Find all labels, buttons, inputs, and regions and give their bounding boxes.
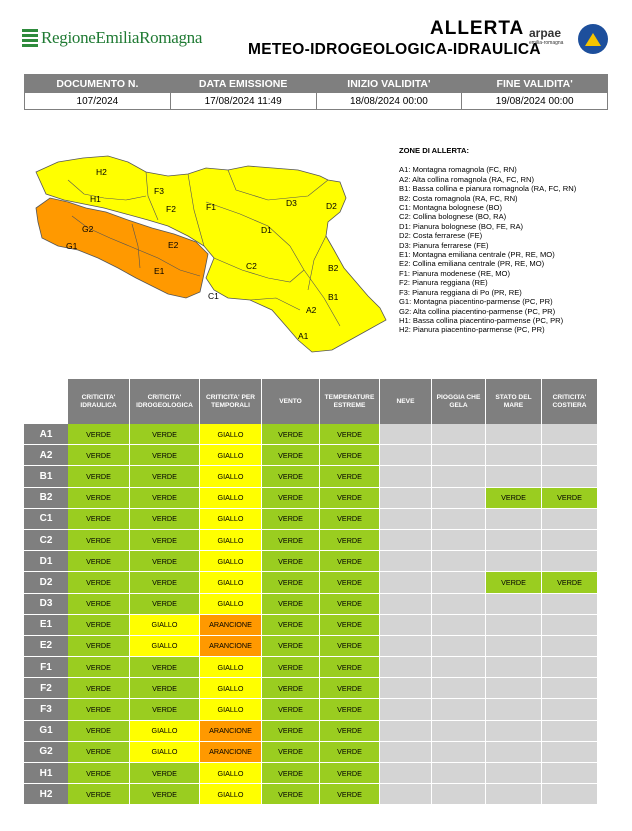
zone-label: C2	[24, 530, 68, 551]
alert-cell: GIALLO	[200, 509, 262, 530]
alert-cell: GIALLO	[200, 572, 262, 593]
alert-table-body	[24, 424, 598, 805]
column-header: TEMPERATURE ESTREME	[320, 379, 380, 424]
legend-item: D1: Pianura bolognese (BO, FE, RA)	[399, 221, 524, 231]
alert-cell: VERDE	[130, 699, 200, 720]
column-header: CRITICITA' IDRAULICA	[68, 379, 130, 424]
alert-cell	[380, 594, 432, 615]
zone-label: D3	[24, 594, 68, 615]
alert-cell: GIALLO	[200, 678, 262, 699]
table-row	[24, 551, 598, 572]
alert-cell: VERDE	[320, 678, 380, 699]
alert-cell: VERDE	[262, 530, 320, 551]
table-row	[24, 657, 598, 678]
zones-legend	[399, 146, 576, 335]
zone-label: D2	[24, 572, 68, 593]
alert-cell	[380, 657, 432, 678]
alert-cell	[380, 721, 432, 742]
alert-cell: GIALLO	[200, 488, 262, 509]
table-row	[24, 742, 598, 763]
alert-cell: VERDE	[262, 657, 320, 678]
alert-cell	[486, 466, 542, 487]
alert-cell: VERDE	[68, 763, 130, 784]
alert-cell	[432, 721, 486, 742]
table-row	[24, 784, 598, 805]
legend-item: C1: Montagna bolognese (BO)	[399, 203, 502, 213]
alert-cell: VERDE	[262, 763, 320, 784]
alert-cell	[432, 445, 486, 466]
legend-title: ZONE DI ALLERTA:	[399, 146, 470, 155]
table-row	[24, 530, 598, 551]
alert-cell: VERDE	[320, 572, 380, 593]
alert-cell: VERDE	[320, 424, 380, 445]
map-label-e2: E2	[168, 240, 179, 250]
map-label-d3: D3	[286, 198, 297, 208]
alert-cell: VERDE	[262, 784, 320, 805]
info-value-row	[25, 93, 608, 110]
alert-cell: VERDE	[68, 466, 130, 487]
alert-cell	[542, 615, 598, 636]
alert-cell	[380, 424, 432, 445]
alert-cell	[542, 721, 598, 742]
alert-cell: VERDE	[262, 594, 320, 615]
valid-to: 19/08/2024 00:00	[462, 93, 608, 110]
legend-item: A2: Alta collina romagnola (RA, FC, RN)	[399, 174, 535, 184]
column-header: CRITICITA' PER TEMPORALI	[200, 379, 262, 424]
alert-cell: VERDE	[486, 488, 542, 509]
alert-zones-map	[28, 150, 390, 360]
alert-cell: ARANCIONE	[200, 742, 262, 763]
alert-cell	[542, 763, 598, 784]
table-row	[24, 763, 598, 784]
alert-cell	[380, 636, 432, 657]
legend-item: G1: Montagna piacentino-parmense (PC, PR)	[399, 297, 553, 307]
alert-cell	[542, 784, 598, 805]
map-label-a1: A1	[298, 331, 309, 341]
alert-cell: VERDE	[130, 784, 200, 805]
alert-cell	[432, 784, 486, 805]
alert-cell: VERDE	[320, 763, 380, 784]
alert-cell: VERDE	[262, 742, 320, 763]
alert-cell	[432, 763, 486, 784]
alert-cell: VERDE	[320, 699, 380, 720]
alert-cell	[432, 572, 486, 593]
alert-cell	[486, 636, 542, 657]
alert-cell: VERDE	[262, 615, 320, 636]
alert-cell: VERDE	[68, 445, 130, 466]
alert-cell	[432, 636, 486, 657]
alert-cell	[542, 445, 598, 466]
doc-number-header: DOCUMENTO N.	[25, 75, 171, 93]
alert-cell: VERDE	[68, 509, 130, 530]
alert-cell	[486, 721, 542, 742]
alert-cell	[486, 530, 542, 551]
alert-cell: VERDE	[320, 721, 380, 742]
map-label-f3: F3	[154, 186, 164, 196]
legend-item: A1: Montagna romagnola (FC, RN)	[399, 165, 517, 175]
alert-cell: VERDE	[262, 572, 320, 593]
alert-cell	[542, 699, 598, 720]
map-label-c1: C1	[208, 291, 219, 301]
alert-cell	[542, 657, 598, 678]
logo-text: RegioneEmiliaRomagna	[41, 28, 203, 47]
alert-cell	[486, 445, 542, 466]
alert-cell	[380, 551, 432, 572]
map-label-h1: H1	[90, 194, 101, 204]
alert-cell	[486, 615, 542, 636]
alert-cell	[380, 572, 432, 593]
alert-cell	[486, 678, 542, 699]
alert-cell	[380, 678, 432, 699]
map-label-d2: D2	[326, 201, 337, 211]
map-label-f1: F1	[206, 202, 216, 212]
alert-cell: VERDE	[320, 615, 380, 636]
alert-cell	[542, 678, 598, 699]
alert-cell: VERDE	[542, 488, 598, 509]
zone-label: G2	[24, 742, 68, 763]
alert-cell: VERDE	[262, 509, 320, 530]
table-row	[24, 488, 598, 509]
alert-cell	[486, 551, 542, 572]
alert-cell: VERDE	[68, 699, 130, 720]
alert-cell: VERDE	[320, 657, 380, 678]
table-row	[24, 466, 598, 487]
legend-item: D3: Pianura ferrarese (FE)	[399, 240, 489, 250]
alert-cell: GIALLO	[130, 721, 200, 742]
alert-cell: VERDE	[68, 530, 130, 551]
alert-cell	[542, 742, 598, 763]
alert-cell: VERDE	[130, 678, 200, 699]
alert-cell: GIALLO	[200, 784, 262, 805]
column-header: CRITICITA' IDROGEOLOGICA	[130, 379, 200, 424]
table-row	[24, 594, 598, 615]
alert-cell: GIALLO	[130, 742, 200, 763]
zone-label: E1	[24, 615, 68, 636]
issue-date: 17/08/2024 11:49	[170, 93, 316, 110]
column-header: CRITICITA' COSTIERA	[542, 379, 598, 424]
valid-from-header: INIZIO VALIDITA'	[316, 75, 462, 93]
table-row	[24, 572, 598, 593]
alert-cell: VERDE	[320, 488, 380, 509]
column-header: NEVE	[380, 379, 432, 424]
map-label-b1: B1	[328, 292, 339, 302]
alert-cell: VERDE	[262, 488, 320, 509]
table-row	[24, 699, 598, 720]
table-row	[24, 721, 598, 742]
alert-cell: GIALLO	[130, 636, 200, 657]
alert-cell: VERDE	[320, 742, 380, 763]
legend-item: B2: Costa romagnola (RA, FC, RN)	[399, 193, 518, 203]
zone-label: B1	[24, 466, 68, 487]
alert-cell	[486, 784, 542, 805]
alert-cell: VERDE	[262, 636, 320, 657]
table-row	[24, 509, 598, 530]
alert-cell: VERDE	[486, 572, 542, 593]
alert-cell	[486, 424, 542, 445]
alert-table	[24, 379, 598, 805]
zone-label: E2	[24, 636, 68, 657]
alert-cell	[486, 657, 542, 678]
alert-cell: VERDE	[320, 636, 380, 657]
alert-cell	[486, 763, 542, 784]
alert-cell: VERDE	[130, 509, 200, 530]
alert-cell	[380, 742, 432, 763]
alert-cell: ARANCIONE	[200, 721, 262, 742]
alert-cell	[542, 424, 598, 445]
alert-cell: VERDE	[130, 424, 200, 445]
map-label-g1: G1	[66, 241, 78, 251]
alert-cell: VERDE	[68, 488, 130, 509]
alert-cell: VERDE	[130, 657, 200, 678]
alert-cell: GIALLO	[200, 424, 262, 445]
alert-cell: VERDE	[68, 657, 130, 678]
info-header-row	[25, 75, 608, 93]
alert-cell	[380, 466, 432, 487]
zone-label: D1	[24, 551, 68, 572]
arpae-logo: arpae emilia-romagna	[529, 26, 564, 46]
table-row	[24, 678, 598, 699]
legend-item: F3: Pianura reggiana di Po (PR, RE)	[399, 287, 522, 297]
doc-number: 107/2024	[25, 93, 171, 110]
alert-cell: VERDE	[68, 678, 130, 699]
alert-cell: VERDE	[68, 615, 130, 636]
zone-label: A2	[24, 445, 68, 466]
alert-cell: VERDE	[130, 445, 200, 466]
alert-cell	[432, 699, 486, 720]
alert-cell	[432, 424, 486, 445]
alert-cell	[542, 530, 598, 551]
alert-cell: VERDE	[262, 551, 320, 572]
valid-to-header: FINE VALIDITA'	[462, 75, 608, 93]
map-label-a2: A2	[306, 305, 317, 315]
alert-cell	[380, 615, 432, 636]
alert-cell: VERDE	[68, 721, 130, 742]
alert-cell: VERDE	[262, 699, 320, 720]
column-header: PIOGGIA CHE GELA	[432, 379, 486, 424]
alert-cell: VERDE	[130, 572, 200, 593]
alert-cell: VERDE	[130, 530, 200, 551]
alert-cell	[486, 509, 542, 530]
alert-cell: VERDE	[130, 763, 200, 784]
page-title: ALLERTA	[430, 18, 525, 39]
legend-item: E2: Collina emiliana centrale (PR, RE, MO)	[399, 259, 545, 269]
legend-item: H1: Bassa collina piacentino-parmense (PC, PR)	[399, 315, 564, 325]
zone-label: F2	[24, 678, 68, 699]
alert-cell	[542, 509, 598, 530]
alert-cell: VERDE	[130, 466, 200, 487]
legend-item: E1: Montagna emiliana centrale (PR, RE, MO)	[399, 250, 555, 260]
alert-cell	[380, 763, 432, 784]
legend-item: H2: Pianura piacentino-parmense (PC, PR)	[399, 325, 545, 335]
issue-date-header: DATA EMISSIONE	[170, 75, 316, 93]
alert-cell: VERDE	[262, 678, 320, 699]
alert-cell: GIALLO	[200, 699, 262, 720]
legend-item: D2: Costa ferrarese (FE)	[399, 231, 483, 241]
alert-cell: VERDE	[68, 424, 130, 445]
alert-cell: GIALLO	[200, 466, 262, 487]
legend-item: C2: Collina bolognese (BO, RA)	[399, 212, 507, 222]
alert-cell	[432, 657, 486, 678]
alert-cell: GIALLO	[200, 594, 262, 615]
alert-cell: ARANCIONE	[200, 615, 262, 636]
map-label-h2: H2	[96, 167, 107, 177]
zone-label: F3	[24, 699, 68, 720]
alert-cell: VERDE	[68, 636, 130, 657]
alert-cell	[432, 615, 486, 636]
alert-cell: GIALLO	[130, 615, 200, 636]
alert-cell	[380, 509, 432, 530]
table-row	[24, 615, 598, 636]
table-row	[24, 424, 598, 445]
map-label-c2: C2	[246, 261, 257, 271]
alert-cell	[432, 678, 486, 699]
page-subtitle: METEO-IDROGEOLOGICA-IDRAULICA	[248, 41, 541, 58]
alert-cell: VERDE	[320, 784, 380, 805]
map-label-b2: B2	[328, 263, 339, 273]
alert-cell	[486, 742, 542, 763]
alert-cell: ARANCIONE	[200, 636, 262, 657]
alert-cell: GIALLO	[200, 657, 262, 678]
alert-cell	[432, 488, 486, 509]
alert-cell	[432, 509, 486, 530]
table-row	[24, 636, 598, 657]
alert-cell	[542, 636, 598, 657]
alert-cell: VERDE	[68, 784, 130, 805]
alert-cell: VERDE	[262, 424, 320, 445]
zone-label: H2	[24, 784, 68, 805]
alert-cell: VERDE	[320, 509, 380, 530]
alert-cell	[380, 699, 432, 720]
alert-cell: VERDE	[262, 466, 320, 487]
map-label-g2: G2	[82, 224, 94, 234]
alert-cell: VERDE	[320, 466, 380, 487]
zone-label: G1	[24, 721, 68, 742]
legend-item: G2: Alta collina piacentino-parmense (PC, PR)	[399, 306, 556, 316]
alert-cell: GIALLO	[200, 530, 262, 551]
valid-from: 18/08/2024 00:00	[316, 93, 462, 110]
alert-cell	[542, 466, 598, 487]
alert-table-header	[68, 379, 598, 424]
alert-cell: VERDE	[68, 572, 130, 593]
alert-cell: VERDE	[68, 594, 130, 615]
table-row	[24, 445, 598, 466]
alert-cell: VERDE	[262, 721, 320, 742]
alert-cell	[432, 742, 486, 763]
alert-cell	[380, 445, 432, 466]
alert-cell: VERDE	[262, 445, 320, 466]
alert-cell: VERDE	[68, 551, 130, 572]
protezione-civile-logo-icon	[578, 24, 608, 54]
legend-item: F2: Pianura reggiana (RE)	[399, 278, 488, 288]
alert-cell: VERDE	[320, 445, 380, 466]
alert-cell	[432, 530, 486, 551]
region-flag-icon	[22, 29, 38, 47]
regione-emilia-romagna-logo	[22, 28, 202, 48]
alert-cell	[432, 551, 486, 572]
alert-cell	[542, 594, 598, 615]
alert-cell: VERDE	[542, 572, 598, 593]
alert-cell	[432, 594, 486, 615]
alert-cell: VERDE	[320, 551, 380, 572]
alert-cell	[432, 466, 486, 487]
alert-cell: VERDE	[130, 488, 200, 509]
legend-item: B1: Bassa collina e pianura romagnola (RA, FC, RN)	[399, 184, 577, 194]
alert-cell	[380, 530, 432, 551]
zone-label: F1	[24, 657, 68, 678]
alert-cell	[380, 784, 432, 805]
map-label-e1: E1	[154, 266, 165, 276]
alert-cell: VERDE	[130, 594, 200, 615]
alert-cell	[486, 699, 542, 720]
alert-cell: GIALLO	[200, 551, 262, 572]
alert-cell: VERDE	[130, 551, 200, 572]
alert-cell: VERDE	[68, 742, 130, 763]
column-header: STATO DEL MARE	[486, 379, 542, 424]
alert-cell	[486, 594, 542, 615]
alert-cell: GIALLO	[200, 445, 262, 466]
alert-cell	[380, 488, 432, 509]
legend-item: F1: Pianura modenese (RE, MO)	[399, 268, 510, 278]
zone-label: B2	[24, 488, 68, 509]
map-label-f2: F2	[166, 204, 176, 214]
map-label-d1: D1	[261, 225, 272, 235]
zone-label: C1	[24, 509, 68, 530]
alert-cell: VERDE	[320, 530, 380, 551]
zone-label: A1	[24, 424, 68, 445]
alert-cell: VERDE	[320, 594, 380, 615]
alert-cell: GIALLO	[200, 763, 262, 784]
alert-cell	[542, 551, 598, 572]
document-info-table	[24, 74, 608, 110]
column-header: VENTO	[262, 379, 320, 424]
zone-label: H1	[24, 763, 68, 784]
